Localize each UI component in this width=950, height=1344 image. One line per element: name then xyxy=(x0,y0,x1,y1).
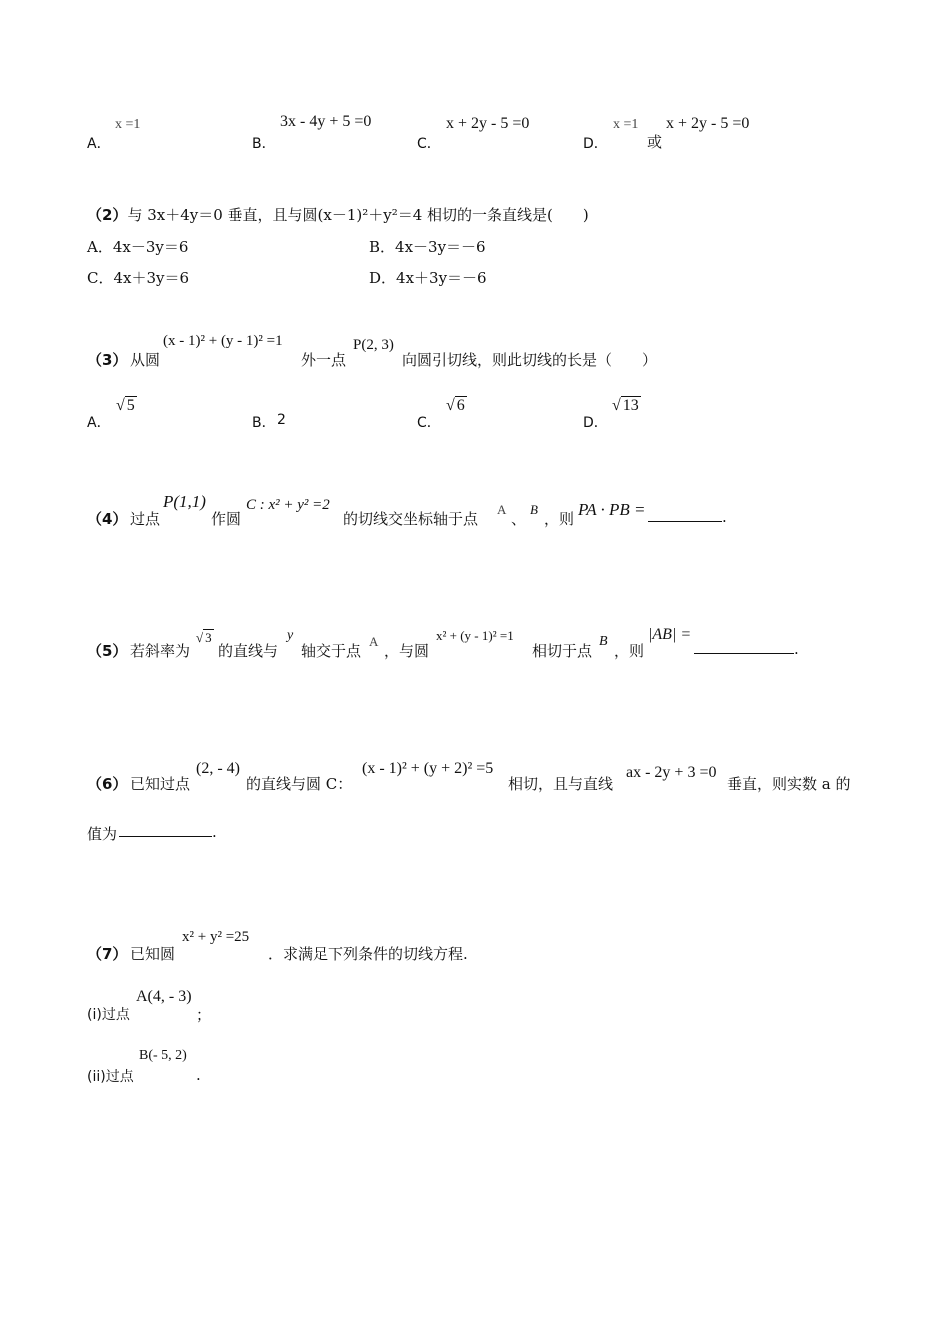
q3-option-c-label[interactable]: C． xyxy=(417,415,441,431)
q1-option-d-label[interactable]: D． xyxy=(583,136,608,152)
q3-point: P(2, 3) xyxy=(353,337,394,353)
q2-option-b-expr: 4x－3y＝－6 xyxy=(395,238,486,256)
q4-circle: C : x² + y² =2 xyxy=(246,497,330,513)
q1-option-b-label[interactable]: B． xyxy=(252,136,276,152)
q6-point: (2, - 4) xyxy=(196,760,240,777)
q3-option-c-expr: √ 6 xyxy=(446,397,465,414)
q5-number: （5） xyxy=(87,642,128,660)
q3-post: 向圆引切线，则此切线的长是（ ） xyxy=(402,351,658,369)
q5-mid2: 轴交于点 xyxy=(301,642,362,660)
q7-sub2-end: . xyxy=(196,1066,201,1084)
q6-end: . xyxy=(212,823,217,841)
q7-sub1-label: (i)过点 xyxy=(87,1007,130,1023)
q5-point-a: A xyxy=(369,634,379,649)
q3-option-b-expr: 2 xyxy=(277,412,286,428)
q3-pre: 从圆 xyxy=(130,351,161,369)
q5-circle: x² + (y - 1)² =1 xyxy=(436,628,514,643)
q6-circle: (x - 1)² + (y + 2)² =5 xyxy=(362,760,494,777)
q4-post: 的切线交坐标轴于点 xyxy=(343,510,479,528)
q2-option-d-expr: 4x＋3y＝－6 xyxy=(396,269,487,287)
q1-option-d-expr2: x + 2y - 5 =0 xyxy=(666,115,750,132)
q1-option-b-expr: 3x - 4y + 5 =0 xyxy=(280,113,372,130)
q2-option-a-label: A． xyxy=(87,238,113,256)
q1-option-d-conj: 或 xyxy=(647,133,663,151)
q3-option-d-expr: √ 13 xyxy=(612,397,639,414)
q3-circle: (x - 1)² + (y - 1)² =1 xyxy=(163,333,283,349)
q6-pre: 已知过点 xyxy=(130,775,191,793)
q5-slope: √ 3 xyxy=(196,630,212,645)
q7-sub1-end: ； xyxy=(196,1006,212,1024)
q6-number: （6） xyxy=(87,775,128,793)
q6-line2: 值为 xyxy=(87,825,118,843)
q3-option-d-label[interactable]: D． xyxy=(583,415,608,431)
q7-number: （7） xyxy=(87,945,128,963)
q2-option-d-label: D． xyxy=(369,269,397,287)
q2-option-c-label: C． xyxy=(87,269,114,287)
q4-point: P(1,1) xyxy=(163,492,206,511)
q3-option-b-label[interactable]: B． xyxy=(252,415,276,431)
q2-option-c-expr: 4x＋3y＝6 xyxy=(113,269,190,287)
q5-pre: 若斜率为 xyxy=(130,642,191,660)
q4-pre: 过点 xyxy=(130,510,161,528)
q4-mid: 作圆 xyxy=(211,510,242,528)
q1-option-d-expr: x =1 xyxy=(613,117,639,132)
q2-option-b-label: B． xyxy=(369,238,396,256)
q3-number: （3） xyxy=(87,351,128,369)
q5-mid3: ，与圆 xyxy=(384,642,430,660)
q4-expr: PA · PB = xyxy=(578,500,646,519)
q2-option-a-expr: 4x－3y＝6 xyxy=(112,238,189,256)
q4-point-b: B xyxy=(530,502,538,517)
q7-sub1-point: A(4, - 3) xyxy=(136,988,192,1005)
q3-option-a-label[interactable]: A． xyxy=(87,415,111,431)
q2-option-a[interactable] xyxy=(87,236,188,257)
q2-option-c[interactable] xyxy=(87,267,189,288)
q6-mid: 的直线与圆 C： xyxy=(246,775,353,793)
q6-mid2: 相切，且与直线 xyxy=(508,775,614,793)
q7-post: ．求满足下列条件的切线方程. xyxy=(268,945,468,963)
q7-sub2-label: (ii)过点 xyxy=(87,1069,134,1085)
q6-answer-blank[interactable] xyxy=(119,822,212,837)
q6-line: ax - 2y + 3 =0 xyxy=(626,764,717,781)
q5-axis: y xyxy=(287,628,294,643)
q2-option-b[interactable] xyxy=(369,236,486,257)
q1-option-a-label[interactable]: A． xyxy=(87,136,111,152)
q2-text: 与 3x＋4y＝0 垂直，且与圆(x－1)²＋y²＝4 相切的一条直线是( ) xyxy=(127,206,589,224)
q5-end: . xyxy=(794,640,799,658)
q2-number: （2） xyxy=(87,206,128,224)
q4-end: . xyxy=(722,508,727,526)
q3-mid: 外一点 xyxy=(301,351,347,369)
q5-point-b: B xyxy=(599,634,608,649)
q7-pre: 已知圆 xyxy=(130,945,176,963)
q6-post: 垂直，则实数 a 的 xyxy=(727,775,851,793)
q4-point-a: A xyxy=(497,502,507,517)
q5-mid4: 相切于点 xyxy=(532,642,593,660)
q5-expr: |AB| = xyxy=(648,626,692,643)
q4-sep: 、 xyxy=(511,510,527,528)
q7-circle: x² + y² =25 xyxy=(182,929,250,945)
q1-option-c-label[interactable]: C． xyxy=(417,136,441,152)
q1-option-a-expr: x =1 xyxy=(115,117,141,132)
q4-number: （4） xyxy=(87,510,128,528)
q5-answer-blank[interactable] xyxy=(694,639,794,654)
q4-answer-blank[interactable] xyxy=(648,507,722,522)
q7-sub2-point: B(- 5, 2) xyxy=(139,1048,187,1063)
q5-then: ，则 xyxy=(614,642,645,660)
q1-option-c-expr: x + 2y - 5 =0 xyxy=(446,115,530,132)
q2-option-d[interactable] xyxy=(369,267,487,288)
q3-option-a-expr: √ 5 xyxy=(116,397,135,414)
q5-mid: 的直线与 xyxy=(218,642,279,660)
q4-then: ，则 xyxy=(544,510,575,528)
